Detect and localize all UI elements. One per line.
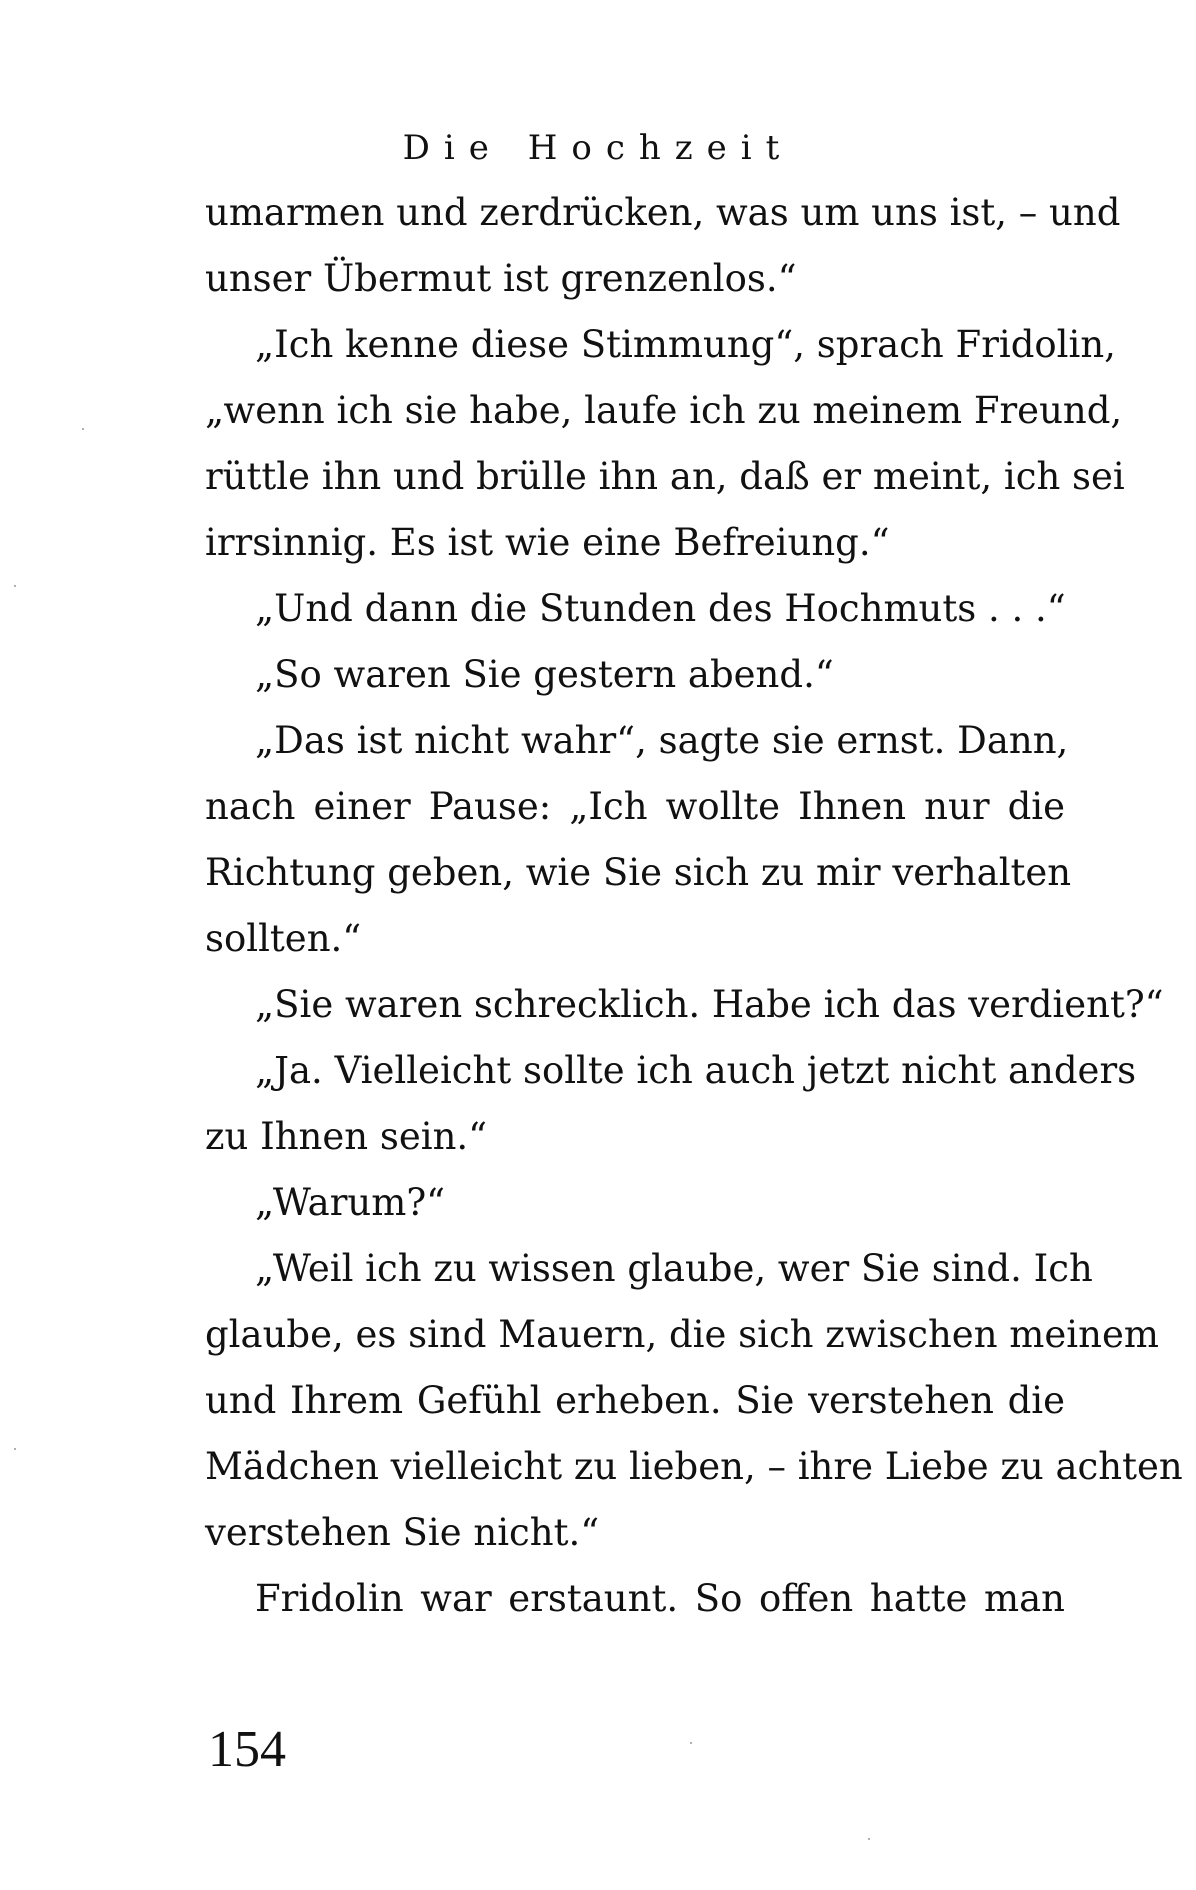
paper-speck [868,1838,870,1840]
text-line: nach einer Pause: „Ich wollte Ihnen nur die [205,785,1065,828]
text-line: „wenn ich sie habe, laufe ich zu meinem Freund, [205,389,1123,432]
text-line: rüttle ihn und brülle ihn an, daß er meint, ich sei [205,455,1125,498]
text-line: „Ja. Vielleicht sollte ich auch jetzt nicht anders [255,1049,1137,1092]
text-line: irrsinnig. Es ist wie eine Befreiung.“ [205,521,890,564]
text-line: unser Übermut ist grenzenlos.“ [205,257,797,300]
text-line: „Das ist nicht wahr“, sagte sie ernst. Dann, [255,719,1069,762]
page-number: 154 [208,1721,286,1778]
text-line: „Und dann die Stunden des Hochmuts . . .“ [255,587,1066,630]
text-line: Richtung geben, wie Sie sich zu mir verhalten [205,851,1072,894]
text-line: „So waren Sie gestern abend.“ [255,653,834,696]
text-line: „Warum?“ [255,1181,446,1224]
text-line: „Weil ich zu wissen glaube, wer Sie sind. Ich [255,1247,1093,1290]
text-line: „Ich kenne diese Stimmung“, sprach Fridolin, [255,323,1116,366]
running-head: Die Hochzeit [402,128,794,168]
text-line: umarmen und zerdrücken, was um uns ist, – und [205,191,1121,234]
body-text [205,180,1183,1632]
text-line: Fridolin war erstaunt. So offen hatte man [255,1577,1065,1620]
paper-speck [82,428,84,430]
text-line: und Ihrem Gefühl erheben. Sie verstehen die [205,1379,1065,1422]
text-line: glaube, es sind Mauern, die sich zwischen meinem [205,1313,1159,1356]
paper-speck [14,1448,16,1450]
paper-speck [690,1742,692,1744]
paper-speck [14,585,16,587]
text-line: zu Ihnen sein.“ [205,1115,488,1158]
text-line: verstehen Sie nicht.“ [205,1511,600,1554]
text-line: sollten.“ [205,917,362,960]
text-line: Mädchen vielleicht zu lieben, – ihre Liebe zu achten [205,1445,1183,1488]
text-line: „Sie waren schrecklich. Habe ich das verdient?“ [255,983,1164,1026]
